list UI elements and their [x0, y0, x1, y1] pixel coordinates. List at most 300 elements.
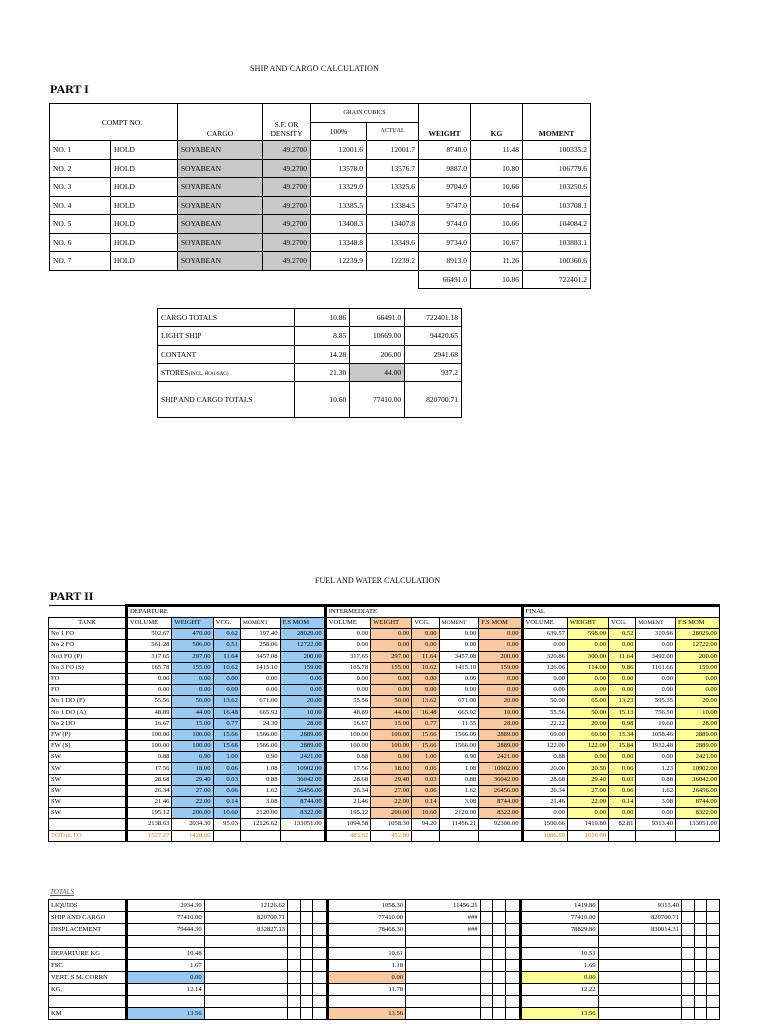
- totals-cell: [204, 972, 287, 984]
- fw-cell: 0.00: [479, 640, 522, 651]
- totals-label: TOTALS: [50, 888, 74, 896]
- fw-cell: 15.66: [213, 741, 240, 752]
- totals-blank: [505, 996, 520, 1008]
- fw-cell: 8322.00: [479, 808, 522, 819]
- pct-header: 100%: [311, 122, 367, 141]
- summary-weight: 44.00: [350, 363, 405, 381]
- fw-cell: 36042.00: [479, 774, 522, 785]
- totals-cell: 13.56: [127, 1008, 205, 1020]
- tank-name: No 1 FO: [49, 629, 127, 640]
- fw-cell: 317.65: [127, 651, 172, 662]
- fw-cell: 29.40: [172, 774, 213, 785]
- totals-blank: [493, 1008, 506, 1020]
- cargo-cell: 13348.8: [311, 233, 367, 252]
- fw-cell: 69.00: [567, 729, 608, 740]
- fw-cell: 0.00: [439, 673, 479, 684]
- fw-cell: 10.60: [213, 808, 240, 819]
- total-fo-cell: 1428.00: [172, 830, 213, 841]
- tank-name: No 2 DO: [49, 718, 127, 729]
- totals-cell: 2034.30: [127, 900, 205, 912]
- fw-cell: 26456.00: [280, 785, 325, 796]
- totals-row: [49, 1008, 720, 1020]
- fw-cell: 0.06: [609, 763, 636, 774]
- totals-blank: [682, 996, 695, 1008]
- totals-cell: 12.22: [520, 984, 598, 996]
- fw-cell: 3.08: [636, 797, 676, 808]
- cargo-cell: 8913.0: [419, 252, 471, 271]
- fw-cell: 0.00: [172, 673, 213, 684]
- totals-blank: [493, 912, 506, 924]
- fw-cell: 26456.00: [676, 785, 720, 796]
- fw-cell: 470.00: [172, 629, 213, 640]
- moment-header: MOMENT: [523, 104, 591, 141]
- totals-table: [48, 899, 720, 1020]
- tank-name: SW: [49, 763, 127, 774]
- totals-blank: [313, 948, 328, 960]
- totals-cell: 1.18: [328, 960, 406, 972]
- cargo-blank-cell: [110, 270, 177, 289]
- cargo-cell: 13325.6: [367, 178, 419, 197]
- fw-cell: 0.00: [636, 685, 676, 696]
- fw-cell: 0.90: [371, 752, 412, 763]
- fw-cell: 2120.00: [439, 808, 479, 819]
- fw-cell: 17.56: [325, 763, 370, 774]
- cargo-row: [50, 215, 591, 234]
- cargo-cell: 49.2700: [263, 196, 311, 215]
- fw-cell: 297.00: [172, 651, 213, 662]
- fw-cell: 28.68: [127, 774, 172, 785]
- cargo-cell: SOYABEAN: [178, 141, 263, 160]
- cargo-row: [50, 178, 591, 197]
- cargo-cell: SOYABEAN: [178, 178, 263, 197]
- totals-cell: [204, 948, 287, 960]
- fw-cell: 10.60: [412, 808, 439, 819]
- fw-cell: 28029.00: [676, 629, 720, 640]
- fw-cell: 665.92: [240, 707, 280, 718]
- fw-cell: 195.12: [127, 808, 172, 819]
- cargo-total-cell: 722401.2: [523, 270, 591, 289]
- fw-col-header: F.S MOM: [676, 618, 720, 629]
- fw-cell: 1415.10: [439, 662, 479, 673]
- fw-cell: 0.00: [636, 752, 676, 763]
- summary-row: [158, 327, 462, 345]
- fw-col-header-row: [49, 618, 720, 629]
- totals-blank: [300, 948, 313, 960]
- totals-row-label: VERT. S.M. CORRN: [49, 972, 127, 984]
- tank-name: No 3 FO (S): [49, 662, 127, 673]
- fw-cell: 0.00: [479, 673, 522, 684]
- fw-row: [49, 741, 720, 752]
- cargo-blank-cell: [178, 270, 263, 289]
- fw-total-cell: 94.20: [412, 819, 439, 830]
- fw-cell: 36042.00: [280, 774, 325, 785]
- fw-cell: 50.00: [371, 696, 412, 707]
- total-fo-blank: [609, 830, 636, 841]
- totals-row: [49, 996, 720, 1008]
- fw-group-header: FINAL: [522, 606, 720, 618]
- totals-blank: [707, 996, 720, 1008]
- fw-cell: 55.56: [325, 696, 370, 707]
- totals-blank: [505, 912, 520, 924]
- totals-cell: [598, 972, 681, 984]
- fw-cell: 595.35: [636, 696, 676, 707]
- total-fo-blank: [479, 830, 522, 841]
- fw-row: [49, 662, 720, 673]
- summary-label-text: SHIP AND CARGO TOTALS: [161, 395, 253, 405]
- totals-blank: [480, 972, 493, 984]
- cargo-cell: 13329.0: [311, 178, 367, 197]
- totals-blank: [707, 900, 720, 912]
- totals-blank: [300, 912, 313, 924]
- fw-cell: 2889.00: [479, 729, 522, 740]
- fw-cell: 20.00: [676, 696, 720, 707]
- fw-cell: 100.00: [325, 729, 370, 740]
- fw-cell: 15.00: [172, 718, 213, 729]
- cargo-blank-cell: [367, 270, 419, 289]
- fw-cell: 100.00: [371, 729, 412, 740]
- totals-blank: [694, 948, 707, 960]
- totals-blank: [493, 948, 506, 960]
- totals-blank: [707, 948, 720, 960]
- fw-cell: 2421.00: [280, 752, 325, 763]
- totals-blank: [313, 972, 328, 984]
- fw-cell: 0.00: [325, 673, 370, 684]
- fw-group-header: INTERMEDIATE: [325, 606, 522, 618]
- totals-blank: [707, 1008, 720, 1020]
- totals-blank: [288, 996, 301, 1008]
- summary-kg: 21.30: [295, 363, 350, 381]
- totals-row: [49, 984, 720, 996]
- fw-col-header: VCG.: [609, 618, 636, 629]
- tank-name: FO: [49, 685, 127, 696]
- totals-blank: [694, 1008, 707, 1020]
- totals-blank: [480, 984, 493, 996]
- fw-cell: 15.84: [609, 741, 636, 752]
- fw-total-cell: 1500.66: [522, 819, 567, 830]
- part2-label: PART II: [50, 589, 94, 603]
- fw-cell: 0.03: [609, 774, 636, 785]
- fw-cell: 159.00: [676, 662, 720, 673]
- cargo-cell: 11.26: [471, 252, 523, 271]
- fw-cell: 0.00: [371, 629, 412, 640]
- fw-cell: 0.77: [412, 718, 439, 729]
- fw-row: [49, 729, 720, 740]
- fw-cell: 55.56: [127, 696, 172, 707]
- cargo-blank-cell: [263, 270, 311, 289]
- summary-kg: 8.85: [295, 327, 350, 345]
- totals-cell: [127, 996, 205, 1008]
- fw-cell: 0.88: [439, 774, 479, 785]
- fw-cell: 0.06: [213, 763, 240, 774]
- tank-name: SW: [49, 797, 127, 808]
- fw-cell: 0.03: [213, 774, 240, 785]
- cargo-cell: SOYABEAN: [178, 233, 263, 252]
- fw-cell: 3492.00: [636, 651, 676, 662]
- fw-cell: 100.00: [127, 729, 172, 740]
- fw-col-header: VOLUME: [127, 618, 172, 629]
- totals-blank: [505, 972, 520, 984]
- fw-cell: 10.62: [412, 662, 439, 673]
- summary-row: [158, 345, 462, 363]
- fw-cell: 26.34: [325, 785, 370, 796]
- fw-cell: 0.00: [609, 808, 636, 819]
- fw-cell: 27.00: [172, 785, 213, 796]
- fw-cell: 15.66: [412, 741, 439, 752]
- cargo-cell: 103883.1: [523, 233, 591, 252]
- tank-name: SW: [49, 808, 127, 819]
- fw-cell: 8322.00: [676, 808, 720, 819]
- fw-cell: 0.14: [412, 797, 439, 808]
- totals-cell: 12126.62: [204, 900, 287, 912]
- totals-cell: [328, 996, 406, 1008]
- fuel-water-table: [48, 604, 720, 842]
- fw-cell: 100.00: [325, 741, 370, 752]
- fw-cell: 0.00: [127, 685, 172, 696]
- summary-label: [158, 309, 295, 327]
- cargo-cell: HOLD: [110, 252, 177, 271]
- fw-cell: 3.08: [240, 797, 280, 808]
- totals-blank: [480, 936, 493, 948]
- tank-name: No 1 DO (F): [49, 696, 127, 707]
- fw-cell: 22.00: [567, 797, 608, 808]
- fw-cell: 0.52: [609, 629, 636, 640]
- fw-cell: 2889.00: [479, 741, 522, 752]
- fw-row: [49, 785, 720, 796]
- fw-cell: 28029.00: [280, 629, 325, 640]
- totals-blank: [313, 1008, 328, 1020]
- total-fo-cell: 452.00: [371, 830, 412, 841]
- fw-col-header: WEIGHT: [371, 618, 412, 629]
- totals-blank: [300, 1008, 313, 1020]
- summary-label: [158, 327, 295, 345]
- totals-blank: [694, 900, 707, 912]
- totals-cell: 9313.40: [598, 900, 681, 912]
- totals-cell: [598, 996, 681, 1008]
- fw-cell: 1.00: [213, 752, 240, 763]
- fw-cell: 197.40: [240, 629, 280, 640]
- fw-cell: 18.00: [172, 763, 213, 774]
- fw-row: [49, 629, 720, 640]
- totals-cell: ###: [406, 912, 480, 924]
- summary-label-text: STORES: [161, 368, 189, 378]
- totals-blank: [480, 924, 493, 936]
- totals-cell: 10.48: [127, 948, 205, 960]
- total-fo-blank: [213, 830, 240, 841]
- cargo-cell: 12001.6: [311, 141, 367, 160]
- cargo-cell: NO. 2: [50, 159, 111, 178]
- fw-cell: 15.00: [371, 718, 412, 729]
- summary-label: [158, 363, 295, 381]
- fw-cell: 0.00: [636, 808, 676, 819]
- total-fo-blank: [439, 830, 479, 841]
- cargo-cell: 104084.2: [523, 215, 591, 234]
- cargo-cell: 8740.0: [419, 141, 471, 160]
- fw-col-header: VOLUME: [325, 618, 370, 629]
- totals-blank: [505, 900, 520, 912]
- cargo-cell: HOLD: [110, 233, 177, 252]
- totals-cell: 10.61: [328, 948, 406, 960]
- fw-cell: 8322.00: [280, 808, 325, 819]
- summary-label-text: CARGO TOTALS: [161, 313, 218, 323]
- fw-cell: 16.67: [325, 718, 370, 729]
- totals-blank: [707, 960, 720, 972]
- totals-blank: [682, 960, 695, 972]
- fw-cell: 2421.00: [479, 752, 522, 763]
- fw-cell: 2889.00: [676, 741, 720, 752]
- fw-cell: 10.62: [213, 662, 240, 673]
- totals-blank: [505, 984, 520, 996]
- totals-blank: [682, 936, 695, 948]
- fw-total-cell: 82.81: [609, 819, 636, 830]
- fw-cell: 0.14: [609, 797, 636, 808]
- fw-cell: 0.00: [325, 685, 370, 696]
- summary-label: [158, 345, 295, 363]
- fw-cell: 8744.00: [479, 797, 522, 808]
- totals-blank: [300, 936, 313, 948]
- totals-blank: [493, 960, 506, 972]
- cargo-cell: 10.66: [471, 215, 523, 234]
- fw-total-cell: 95.03: [213, 819, 240, 830]
- fw-cell: 29.40: [567, 774, 608, 785]
- totals-cell: 832827.13: [204, 924, 287, 936]
- totals-cell: [598, 984, 681, 996]
- tank-name: SW: [49, 752, 127, 763]
- total-fo-blank: [676, 830, 720, 841]
- fw-cell: 10.00: [479, 707, 522, 718]
- fw-cell: 0.88: [522, 752, 567, 763]
- weight-header: WEIGHT: [419, 104, 471, 141]
- totals-blank: [480, 900, 493, 912]
- totals-blank: [694, 996, 707, 1008]
- fw-cell: 0.00: [567, 808, 608, 819]
- totals-blank: [694, 924, 707, 936]
- fw-cell: 22.00: [371, 797, 412, 808]
- fw-cell: 0.88: [240, 774, 280, 785]
- totals-blank: [300, 984, 313, 996]
- fw-cell: 0.00: [371, 640, 412, 651]
- totals-cell: [406, 996, 480, 1008]
- fw-cell: 0.77: [213, 718, 240, 729]
- fw-row: [49, 640, 720, 651]
- fw-cell: 28.68: [522, 774, 567, 785]
- fw-cell: 100.00: [371, 741, 412, 752]
- totals-blank: [505, 1008, 520, 1020]
- totals-row: [49, 972, 720, 984]
- fw-cell: 126.06: [522, 662, 567, 673]
- cargo-cell: 106779.6: [523, 159, 591, 178]
- fw-cell: 0.00: [567, 640, 608, 651]
- cargo-cell: SOYABEAN: [178, 159, 263, 178]
- actual-header: ACTUAL: [367, 122, 419, 141]
- fw-cell: 0.00: [412, 629, 439, 640]
- totals-blank: [707, 984, 720, 996]
- summary-label-text: CONTANT: [161, 349, 197, 359]
- fw-cell: 28.00: [676, 718, 720, 729]
- totals-cell: 1419.80: [520, 900, 598, 912]
- totals-blank: [313, 912, 328, 924]
- fw-cell: 1058.46: [636, 729, 676, 740]
- fw-total-cell: 133051.00: [280, 819, 325, 830]
- fw-cell: 310.96: [636, 629, 676, 640]
- cargo-cell: 13349.6: [367, 233, 419, 252]
- cargo-cell: 12239.9: [311, 252, 367, 271]
- totals-row: [49, 936, 720, 948]
- totals-row-label: DISPLACEMENT: [49, 924, 127, 936]
- fw-row: [49, 685, 720, 696]
- fw-cell: 11.64: [412, 651, 439, 662]
- fw-cell: 671.00: [240, 696, 280, 707]
- fw-total-cell: 1094.58: [325, 819, 370, 830]
- totals-blank: [288, 1008, 301, 1020]
- total-fo-cell: 1016.00: [567, 830, 608, 841]
- fw-row: [49, 808, 720, 819]
- fw-cell: 27.00: [567, 785, 608, 796]
- fw-cell: 1.23: [636, 763, 676, 774]
- cargo-cell: NO. 6: [50, 233, 111, 252]
- fw-cell: 1.62: [439, 785, 479, 796]
- fw-cell: 0.06: [213, 785, 240, 796]
- summary-moment: 2941.68: [405, 345, 462, 363]
- fw-cell: 9.86: [609, 662, 636, 673]
- fw-cell: 317.65: [325, 651, 370, 662]
- fw-cell: 0.00: [412, 685, 439, 696]
- fw-cell: 0.00: [127, 673, 172, 684]
- cargo-cell: 103708.1: [523, 196, 591, 215]
- cargo-row: [50, 233, 591, 252]
- cargo-cell: 9744.0: [419, 215, 471, 234]
- cargo-cell: NO. 1: [50, 141, 111, 160]
- totals-blank: [288, 972, 301, 984]
- fw-cell: 15.66: [412, 729, 439, 740]
- fw-cell: 0.06: [609, 785, 636, 796]
- fw-row: [49, 774, 720, 785]
- fw-cell: 0.88: [325, 752, 370, 763]
- totals-blank: [313, 960, 328, 972]
- totals-cell: 77410.00: [127, 912, 205, 924]
- totals-cell: [406, 972, 480, 984]
- fw-cell: 2889.00: [280, 729, 325, 740]
- fw-cell: 165.78: [127, 662, 172, 673]
- fw-cell: 0.98: [609, 718, 636, 729]
- fw-col-header: WEIGHT: [172, 618, 213, 629]
- fw-cell: 0.00: [609, 640, 636, 651]
- cargo-cell: HOLD: [110, 159, 177, 178]
- fw-cell: 300.00: [567, 651, 608, 662]
- fw-cell: 665.92: [439, 707, 479, 718]
- fw-cell: 24.30: [240, 718, 280, 729]
- summary-weight: 206.00: [350, 345, 405, 363]
- fw-cell: 0.00: [412, 640, 439, 651]
- fw-cell: 1566.00: [439, 729, 479, 740]
- totals-row: [49, 912, 720, 924]
- totals-blank: [313, 924, 328, 936]
- sf-header: S.F. OR DENSITY: [263, 104, 311, 141]
- fw-cell: 17.56: [127, 763, 172, 774]
- fw-cell: 22.22: [522, 718, 567, 729]
- fw-row: [49, 696, 720, 707]
- fw-cell: 0.00: [325, 629, 370, 640]
- fw-cell: 20.00: [280, 696, 325, 707]
- cargo-cell: 49.2700: [263, 252, 311, 271]
- totals-blank: [313, 936, 328, 948]
- fw-cell: 0.00: [522, 808, 567, 819]
- totals-blank: [313, 996, 328, 1008]
- totals-cell: 820700.71: [204, 912, 287, 924]
- fw-cell: 0.00: [412, 673, 439, 684]
- fw-cell: 13.62: [213, 696, 240, 707]
- fw-cell: 55.56: [522, 707, 567, 718]
- fw-cell: 26.34: [127, 785, 172, 796]
